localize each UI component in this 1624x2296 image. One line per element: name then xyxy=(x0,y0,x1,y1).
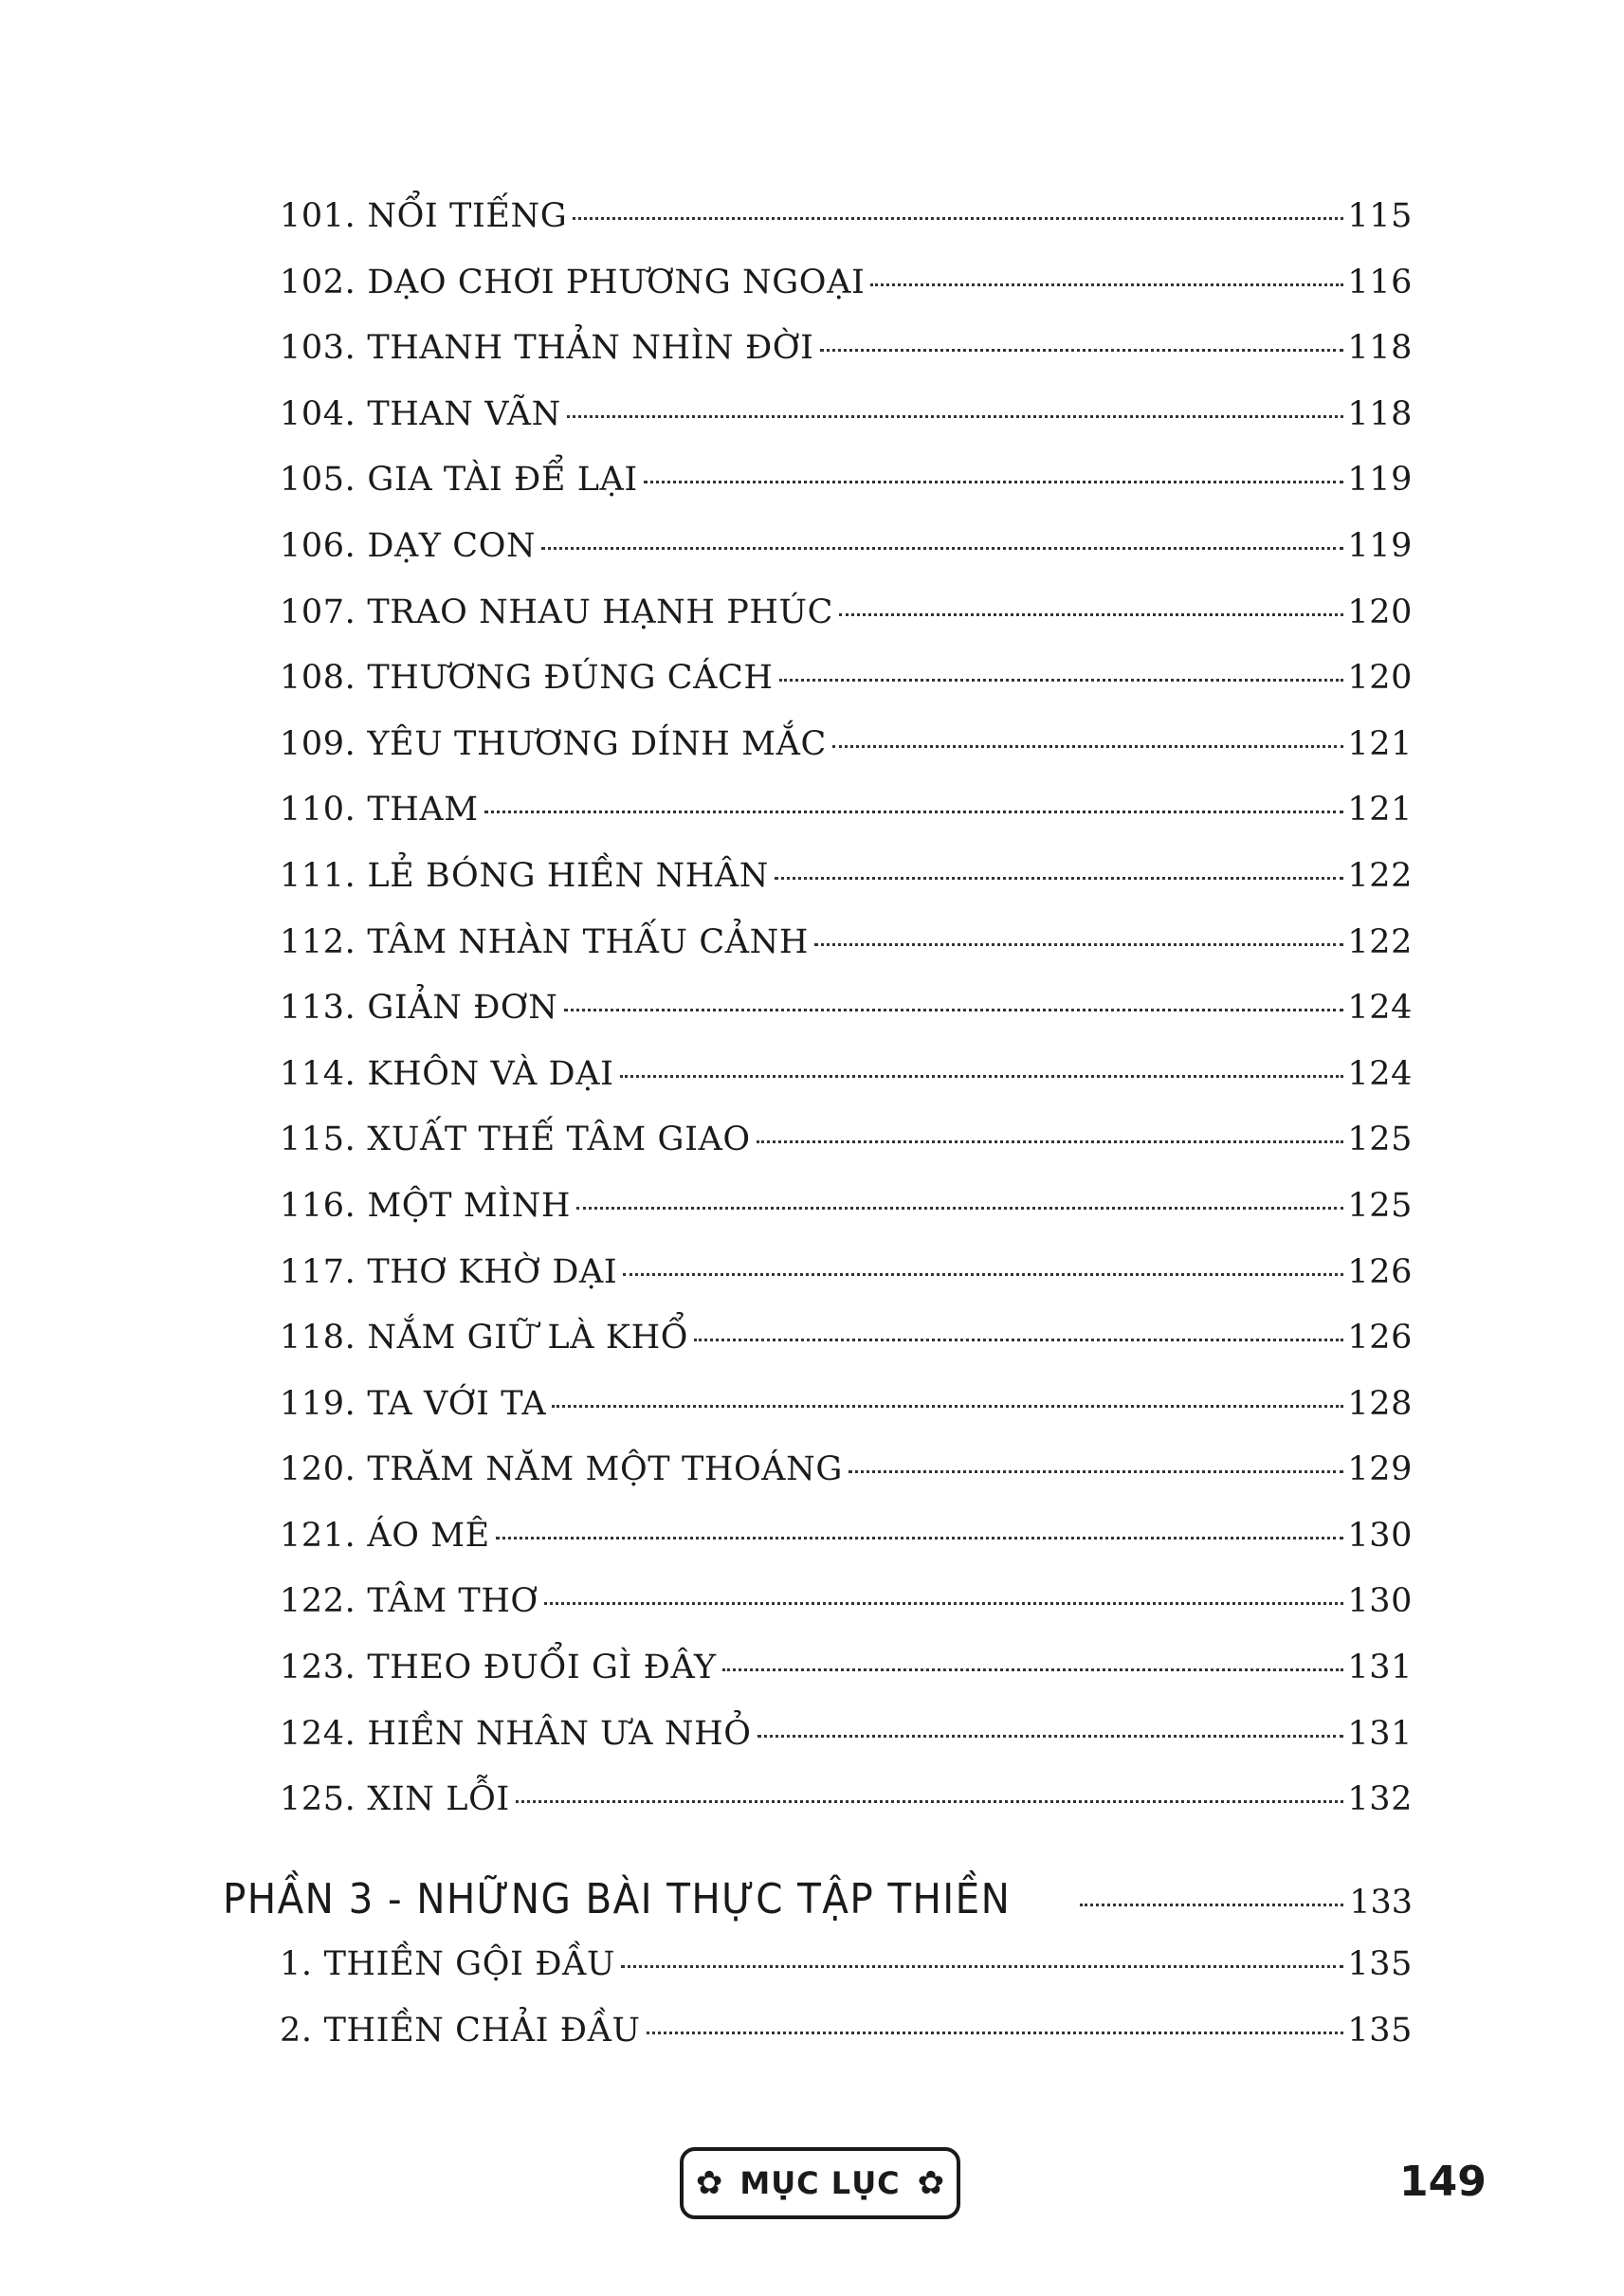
toc-entry xyxy=(280,593,1413,660)
entry-title: MỘT MÌNH xyxy=(367,1186,571,1225)
dot-leader xyxy=(484,811,1344,813)
entry-number: 106. xyxy=(280,526,356,565)
entry-page-number: 115 xyxy=(1347,197,1413,235)
entry-title: GIẢN ĐƠN xyxy=(367,989,558,1028)
toc-entry xyxy=(280,791,1413,857)
toc-entry xyxy=(280,2012,1413,2078)
part-entries xyxy=(280,1945,1413,2077)
entry-number: 118. xyxy=(280,1319,356,1358)
toc-entry xyxy=(280,1121,1413,1187)
entry-page-number: 130 xyxy=(1347,1516,1413,1555)
entry-number: 115. xyxy=(280,1121,356,1159)
dot-leader xyxy=(870,283,1343,286)
dot-leader xyxy=(644,481,1344,483)
entry-page-number: 118 xyxy=(1347,329,1413,368)
entry-title: XUẤT THẾ TÂM GIAO xyxy=(367,1121,751,1159)
entry-page-number: 119 xyxy=(1347,526,1413,565)
entry-page-number: 120 xyxy=(1347,592,1413,631)
entry-page-number: 119 xyxy=(1347,461,1413,500)
entry-number: 121. xyxy=(280,1516,356,1555)
dot-leader xyxy=(694,1339,1343,1341)
entry-page-number: 122 xyxy=(1347,922,1413,961)
entry-title: LẺ BÓNG HIỀN NHÂN xyxy=(367,856,769,895)
dot-leader xyxy=(757,1735,1344,1738)
dot-leader xyxy=(647,2032,1344,2034)
dot-leader xyxy=(779,679,1344,682)
entry-page-number: 121 xyxy=(1347,791,1413,829)
entry-page-number: 128 xyxy=(1347,1384,1413,1423)
toc-entry xyxy=(280,264,1413,330)
entry-title: THIỀN GỘI ĐẦU xyxy=(323,1945,616,1983)
entry-page-number: 125 xyxy=(1347,1121,1413,1159)
entry-number: 1. xyxy=(280,1945,313,1983)
entry-number: 124. xyxy=(280,1714,356,1753)
dot-leader xyxy=(757,1140,1344,1143)
entry-number: 102. xyxy=(280,263,356,301)
dot-leader xyxy=(541,547,1343,550)
entry-page-number: 122 xyxy=(1347,856,1413,895)
entry-title: TÂM THƠ xyxy=(367,1582,538,1621)
entry-title: THIỀN CHẢI ĐẦU xyxy=(323,2011,641,2050)
entry-page-number: 131 xyxy=(1347,1649,1413,1687)
entry-page-number: 132 xyxy=(1347,1780,1413,1819)
dot-leader xyxy=(620,1075,1344,1078)
entry-number: 114. xyxy=(280,1054,356,1093)
entry-title: DẠY CON xyxy=(367,526,537,565)
entry-page-number: 120 xyxy=(1347,659,1413,698)
entry-number: 120. xyxy=(280,1450,356,1489)
dot-leader xyxy=(814,943,1343,946)
entry-page-number: 135 xyxy=(1347,1945,1413,1983)
entry-page-number: 124 xyxy=(1347,989,1413,1028)
entry-page-number: 126 xyxy=(1347,1319,1413,1358)
dot-leader xyxy=(775,877,1343,880)
dot-leader xyxy=(1080,1904,1344,1906)
section-badge xyxy=(680,2147,960,2219)
part-page-number: 133 xyxy=(1349,1884,1413,1922)
entry-title: ÁO MÊ xyxy=(367,1516,490,1555)
dot-leader xyxy=(623,1273,1343,1276)
toc-entry xyxy=(280,1715,1413,1781)
entry-number: 112. xyxy=(280,922,356,961)
section-label: MỤC LỤC xyxy=(739,2165,901,2201)
entry-title: THAN VÃN xyxy=(367,394,561,433)
toc-entry xyxy=(280,1385,1413,1451)
toc-entry xyxy=(280,659,1413,725)
entry-title: KHÔN VÀ DẠI xyxy=(367,1054,614,1093)
flower-icon: ✿ xyxy=(917,2164,945,2202)
entry-page-number: 121 xyxy=(1347,724,1413,763)
dot-leader xyxy=(564,1009,1344,1011)
dot-leader xyxy=(544,1602,1344,1605)
toc-entry xyxy=(280,1517,1413,1583)
toc-entry xyxy=(280,329,1413,395)
dot-leader xyxy=(839,613,1343,616)
entry-title: THƯƠNG ĐÚNG CÁCH xyxy=(367,659,774,698)
entry-number: 2. xyxy=(280,2011,313,2050)
table-of-contents xyxy=(280,197,1413,1847)
entry-number: 109. xyxy=(280,724,356,763)
toc-entry xyxy=(280,527,1413,593)
dot-leader xyxy=(567,415,1344,418)
entry-number: 105. xyxy=(280,461,356,500)
flower-icon: ✿ xyxy=(695,2164,723,2202)
entry-page-number: 131 xyxy=(1347,1714,1413,1753)
entry-number: 119. xyxy=(280,1384,356,1423)
toc-entry xyxy=(280,1780,1413,1847)
page-number: 149 xyxy=(1399,2158,1487,2206)
dot-leader xyxy=(576,1207,1343,1210)
entry-title: XIN LỖI xyxy=(367,1780,510,1819)
entry-number: 111. xyxy=(280,856,356,895)
dot-leader xyxy=(820,349,1344,352)
dot-leader xyxy=(573,217,1343,220)
entry-number: 104. xyxy=(280,394,356,433)
toc-entry xyxy=(280,1319,1413,1385)
toc-entry xyxy=(280,1945,1413,2012)
entry-title: HIỀN NHÂN ƯA NHỎ xyxy=(367,1714,752,1753)
toc-entry xyxy=(280,395,1413,462)
dot-leader xyxy=(496,1537,1344,1540)
entry-page-number: 126 xyxy=(1347,1252,1413,1291)
entry-title: DẠO CHƠI PHƯƠNG NGOẠI xyxy=(367,263,866,301)
entry-number: 123. xyxy=(280,1649,356,1687)
entry-title: GIA TÀI ĐỂ LẠI xyxy=(367,461,638,500)
entry-title: TRĂM NĂM MỘT THOÁNG xyxy=(367,1450,843,1489)
dot-leader xyxy=(516,1800,1344,1803)
entry-number: 117. xyxy=(280,1252,356,1291)
toc-entry xyxy=(280,461,1413,527)
toc-entry xyxy=(280,1253,1413,1320)
entry-title: TA VỚI TA xyxy=(367,1384,547,1423)
toc-entry xyxy=(280,1055,1413,1121)
entry-number: 101. xyxy=(280,197,356,235)
toc-entry xyxy=(280,1582,1413,1649)
dot-leader xyxy=(722,1668,1344,1671)
entry-number: 108. xyxy=(280,659,356,698)
entry-title: NỔI TIẾNG xyxy=(367,197,568,235)
entry-title: NẮM GIỮ LÀ KHỔ xyxy=(367,1319,689,1358)
entry-title: THEO ĐUỔI GÌ ĐÂY xyxy=(367,1649,717,1687)
dot-leader xyxy=(848,1470,1343,1473)
toc-entry xyxy=(280,1649,1413,1715)
entry-page-number: 124 xyxy=(1347,1054,1413,1093)
toc-entry xyxy=(280,1187,1413,1253)
entry-title: TRAO NHAU HẠNH PHÚC xyxy=(367,592,834,631)
entry-title: THANH THẢN NHÌN ĐỜI xyxy=(367,329,814,368)
toc-entry xyxy=(280,989,1413,1055)
entry-title: THƠ KHỜ DẠI xyxy=(367,1252,618,1291)
toc-entry xyxy=(280,857,1413,923)
entry-number: 103. xyxy=(280,329,356,368)
entry-number: 122. xyxy=(280,1582,356,1621)
entry-number: 107. xyxy=(280,592,356,631)
entry-number: 125. xyxy=(280,1780,356,1819)
dot-leader xyxy=(832,745,1344,748)
entry-page-number: 125 xyxy=(1347,1186,1413,1225)
entry-page-number: 130 xyxy=(1347,1582,1413,1621)
entry-page-number: 116 xyxy=(1347,263,1413,301)
entry-number: 116. xyxy=(280,1186,356,1225)
entry-number: 110. xyxy=(280,791,356,829)
entry-page-number: 118 xyxy=(1347,394,1413,433)
entry-title: THAM xyxy=(367,791,479,829)
entry-title: TÂM NHÀN THẤU CẢNH xyxy=(367,922,809,961)
dot-leader xyxy=(552,1405,1343,1408)
entry-title: YÊU THƯƠNG DÍNH MẮC xyxy=(367,724,827,763)
toc-entry xyxy=(280,197,1413,264)
part-heading-row xyxy=(223,1875,1413,1945)
dot-leader xyxy=(621,1965,1343,1968)
entry-number: 113. xyxy=(280,989,356,1028)
toc-entry xyxy=(280,725,1413,792)
toc-entry xyxy=(280,1450,1413,1517)
part-title: PHẦN 3 - NHỮNG BÀI THỰC TẬP THIỀN xyxy=(223,1875,1012,1923)
toc-entry xyxy=(280,923,1413,990)
entry-page-number: 135 xyxy=(1347,2011,1413,2050)
entry-page-number: 129 xyxy=(1347,1450,1413,1489)
